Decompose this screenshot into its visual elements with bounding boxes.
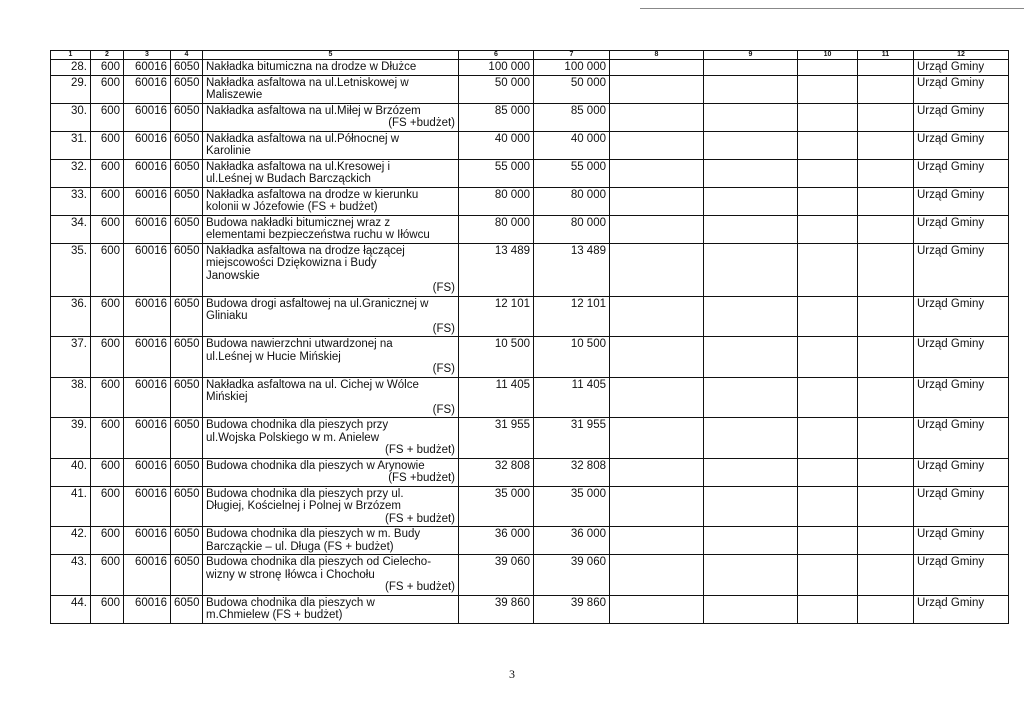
table-row xyxy=(51,103,1009,131)
rozdzial-cell: 60016 xyxy=(124,377,171,418)
dzial-cell: 600 xyxy=(91,243,124,296)
total-cost-cell: 50 000 xyxy=(459,75,534,103)
investment-table xyxy=(50,50,1009,624)
description-line: Nakładka asfaltowa na ul.Letniskowej w xyxy=(206,76,409,89)
empty-cell xyxy=(704,103,798,131)
empty-cell xyxy=(858,159,914,187)
column-number-row xyxy=(51,51,1009,60)
empty-cell xyxy=(610,418,704,459)
description-line: Budowa chodnika dla pieszych w m. Budy xyxy=(206,528,421,540)
task-description xyxy=(203,243,459,296)
funding-source-note: (FS) xyxy=(432,282,455,294)
rozdzial-cell: 60016 xyxy=(124,187,171,215)
empty-cell xyxy=(610,486,704,527)
empty-cell xyxy=(858,296,914,337)
total-cost-cell: 35 000 xyxy=(459,486,534,527)
table-row xyxy=(51,486,1009,527)
table-row xyxy=(51,527,1009,555)
task-description xyxy=(203,60,459,76)
empty-cell xyxy=(798,131,858,159)
rozdzial-cell: 60016 xyxy=(124,215,171,243)
expenditure-cell: 100 000 xyxy=(534,60,610,76)
description-line: Nakładka asfaltowa na ul.Kresowej i xyxy=(206,160,391,173)
empty-cell xyxy=(610,377,704,418)
dzial-cell: 600 xyxy=(91,458,124,486)
dzial-cell: 600 xyxy=(91,75,124,103)
row-number: 34. xyxy=(51,215,91,243)
empty-cell xyxy=(610,555,704,596)
empty-cell xyxy=(704,458,798,486)
description-line: ul.Leśnej w Hucie Mińskiej xyxy=(206,350,341,363)
description-line: Nakładka bitumiczna na drodze w Dłużce xyxy=(206,61,417,73)
total-cost-cell: 10 500 xyxy=(459,337,534,378)
dzial-cell: 600 xyxy=(91,555,124,596)
row-number: 32. xyxy=(51,159,91,187)
column-number: 6 xyxy=(459,51,534,60)
description-line: kolonii w Józefowie (FS + budżet) xyxy=(206,201,378,213)
total-cost-cell: 39 060 xyxy=(459,555,534,596)
funding-source-note: (FS + budżet) xyxy=(385,444,455,456)
description-line: Budowa chodnika dla pieszych w Arynowie xyxy=(206,459,425,472)
description-line: Budowa chodnika dla pieszych od Cielecho- xyxy=(206,556,432,568)
empty-cell xyxy=(610,296,704,337)
expenditure-cell: 85 000 xyxy=(534,103,610,131)
task-description xyxy=(203,103,459,131)
rozdzial-cell: 60016 xyxy=(124,60,171,76)
row-number: 44. xyxy=(51,595,91,623)
empty-cell xyxy=(704,75,798,103)
expenditure-cell: 32 808 xyxy=(534,458,610,486)
table-body xyxy=(51,60,1009,624)
top-rule xyxy=(640,8,1024,9)
dzial-cell: 600 xyxy=(91,131,124,159)
empty-cell xyxy=(704,243,798,296)
empty-cell xyxy=(798,486,858,527)
empty-cell xyxy=(798,418,858,459)
executing-unit-cell: Urząd Gminy xyxy=(914,296,1009,337)
empty-cell xyxy=(704,595,798,623)
paragraf-cell: 6050 xyxy=(171,555,203,596)
column-number: 4 xyxy=(171,51,203,60)
description-line: Budowa nawierzchni utwardzonej na xyxy=(206,338,393,350)
total-cost-cell: 31 955 xyxy=(459,418,534,459)
paragraf-cell: 6050 xyxy=(171,75,203,103)
description-line: Budowa chodnika dla pieszych w xyxy=(206,596,375,609)
rozdzial-cell: 60016 xyxy=(124,418,171,459)
description-line: Budowa chodnika dla pieszych przy xyxy=(206,419,389,431)
paragraf-cell: 6050 xyxy=(171,377,203,418)
table-row xyxy=(51,377,1009,418)
expenditure-cell: 55 000 xyxy=(534,159,610,187)
rozdzial-cell: 60016 xyxy=(124,337,171,378)
row-number: 42. xyxy=(51,527,91,555)
task-description xyxy=(203,377,459,418)
dzial-cell: 600 xyxy=(91,527,124,555)
empty-cell xyxy=(858,595,914,623)
empty-cell xyxy=(798,337,858,378)
description-line: m.Chmielew (FS + budżet) xyxy=(206,609,343,621)
description-line: Karolinie xyxy=(206,145,251,157)
column-number: 3 xyxy=(124,51,171,60)
paragraf-cell: 6050 xyxy=(171,458,203,486)
total-cost-cell: 80 000 xyxy=(459,187,534,215)
dzial-cell: 600 xyxy=(91,337,124,378)
paragraf-cell: 6050 xyxy=(171,243,203,296)
page-number: 3 xyxy=(509,667,515,681)
description-line: Nakładka asfaltowa na ul.Miłej w Brzózem xyxy=(206,104,421,117)
table-row xyxy=(51,296,1009,337)
table-row xyxy=(51,458,1009,486)
rozdzial-cell: 60016 xyxy=(124,555,171,596)
rozdzial-cell: 60016 xyxy=(124,75,171,103)
task-description xyxy=(203,595,459,623)
paragraf-cell: 6050 xyxy=(171,527,203,555)
empty-cell xyxy=(858,555,914,596)
description-line: miejscowości Dziękowizna i Budy xyxy=(206,257,377,269)
executing-unit-cell: Urząd Gminy xyxy=(914,527,1009,555)
column-number: 2 xyxy=(91,51,124,60)
expenditure-cell: 11 405 xyxy=(534,377,610,418)
paragraf-cell: 6050 xyxy=(171,595,203,623)
executing-unit-cell: Urząd Gminy xyxy=(914,75,1009,103)
dzial-cell: 600 xyxy=(91,60,124,76)
table-row xyxy=(51,75,1009,103)
empty-cell xyxy=(858,377,914,418)
task-description xyxy=(203,296,459,337)
column-number: 12 xyxy=(914,51,1009,60)
task-description xyxy=(203,527,459,555)
task-description xyxy=(203,337,459,378)
rozdzial-cell: 60016 xyxy=(124,595,171,623)
total-cost-cell: 11 405 xyxy=(459,377,534,418)
description-line: Długiej, Kościelnej i Polnej w Brzózem xyxy=(206,500,401,512)
empty-cell xyxy=(704,418,798,459)
funding-source-note: (FS +budżet) xyxy=(388,117,455,129)
expenditure-cell: 39 860 xyxy=(534,595,610,623)
row-number: 37. xyxy=(51,337,91,378)
table-row xyxy=(51,187,1009,215)
empty-cell xyxy=(610,131,704,159)
expenditure-cell: 80 000 xyxy=(534,215,610,243)
description-line: Gliniaku xyxy=(206,310,248,322)
dzial-cell: 600 xyxy=(91,215,124,243)
row-number: 33. xyxy=(51,187,91,215)
task-description xyxy=(203,486,459,527)
dzial-cell: 600 xyxy=(91,296,124,337)
table-row xyxy=(51,555,1009,596)
row-number: 30. xyxy=(51,103,91,131)
column-number: 1 xyxy=(51,51,91,60)
empty-cell xyxy=(704,215,798,243)
paragraf-cell: 6050 xyxy=(171,187,203,215)
empty-cell xyxy=(798,159,858,187)
rozdzial-cell: 60016 xyxy=(124,131,171,159)
empty-cell xyxy=(858,337,914,378)
executing-unit-cell: Urząd Gminy xyxy=(914,555,1009,596)
table-row xyxy=(51,595,1009,623)
paragraf-cell: 6050 xyxy=(171,131,203,159)
empty-cell xyxy=(798,215,858,243)
empty-cell xyxy=(610,595,704,623)
funding-source-note: (FS +budżet) xyxy=(388,472,455,484)
table-row xyxy=(51,215,1009,243)
executing-unit-cell: Urząd Gminy xyxy=(914,486,1009,527)
task-description xyxy=(203,418,459,459)
empty-cell xyxy=(610,458,704,486)
table-row xyxy=(51,418,1009,459)
task-description xyxy=(203,75,459,103)
executing-unit-cell: Urząd Gminy xyxy=(914,418,1009,459)
total-cost-cell: 32 808 xyxy=(459,458,534,486)
empty-cell xyxy=(610,187,704,215)
empty-cell xyxy=(858,103,914,131)
row-number: 40. xyxy=(51,458,91,486)
empty-cell xyxy=(704,527,798,555)
empty-cell xyxy=(858,187,914,215)
description-line: Maliszewie xyxy=(206,89,263,101)
executing-unit-cell: Urząd Gminy xyxy=(914,215,1009,243)
empty-cell xyxy=(798,60,858,76)
table-row xyxy=(51,60,1009,76)
dzial-cell: 600 xyxy=(91,159,124,187)
column-number: 9 xyxy=(704,51,798,60)
empty-cell xyxy=(858,60,914,76)
empty-cell xyxy=(610,243,704,296)
empty-cell xyxy=(798,187,858,215)
dzial-cell: 600 xyxy=(91,103,124,131)
rozdzial-cell: 60016 xyxy=(124,296,171,337)
empty-cell xyxy=(610,159,704,187)
description-line: Budowa chodnika dla pieszych przy ul. xyxy=(206,487,404,500)
total-cost-cell: 13 489 xyxy=(459,243,534,296)
description-line: Nakładka asfaltowa na ul. Cichej w Wólce xyxy=(206,378,419,391)
executing-unit-cell: Urząd Gminy xyxy=(914,131,1009,159)
description-line: ul.Leśnej w Budach Barcząckich xyxy=(206,173,371,185)
total-cost-cell: 80 000 xyxy=(459,215,534,243)
task-description xyxy=(203,555,459,596)
row-number: 41. xyxy=(51,486,91,527)
expenditure-cell: 13 489 xyxy=(534,243,610,296)
expenditure-cell: 10 500 xyxy=(534,337,610,378)
task-description xyxy=(203,159,459,187)
total-cost-cell: 100 000 xyxy=(459,60,534,76)
row-number: 35. xyxy=(51,243,91,296)
task-description xyxy=(203,458,459,486)
empty-cell xyxy=(704,187,798,215)
executing-unit-cell: Urząd Gminy xyxy=(914,243,1009,296)
table-row xyxy=(51,337,1009,378)
paragraf-cell: 6050 xyxy=(171,418,203,459)
empty-cell xyxy=(610,103,704,131)
row-number: 29. xyxy=(51,75,91,103)
paragraf-cell: 6050 xyxy=(171,337,203,378)
empty-cell xyxy=(610,527,704,555)
paragraf-cell: 6050 xyxy=(171,103,203,131)
total-cost-cell: 12 101 xyxy=(459,296,534,337)
paragraf-cell: 6050 xyxy=(171,159,203,187)
empty-cell xyxy=(798,243,858,296)
empty-cell xyxy=(798,595,858,623)
empty-cell xyxy=(704,159,798,187)
executing-unit-cell: Urząd Gminy xyxy=(914,377,1009,418)
expenditure-cell: 39 060 xyxy=(534,555,610,596)
empty-cell xyxy=(704,377,798,418)
empty-cell xyxy=(704,486,798,527)
funding-source-note: (FS) xyxy=(432,363,455,375)
executing-unit-cell: Urząd Gminy xyxy=(914,187,1009,215)
description-line: Nakładka asfaltowa na ul.Północnej w xyxy=(206,132,400,145)
rozdzial-cell: 60016 xyxy=(124,486,171,527)
column-number: 11 xyxy=(858,51,914,60)
empty-cell xyxy=(858,75,914,103)
empty-cell xyxy=(610,337,704,378)
row-number: 38. xyxy=(51,377,91,418)
empty-cell xyxy=(610,60,704,76)
description-line: Mińskiej xyxy=(206,391,248,403)
description-line: Budowa drogi asfaltowej na ul.Granicznej w xyxy=(206,297,429,310)
expenditure-cell: 12 101 xyxy=(534,296,610,337)
total-cost-cell: 40 000 xyxy=(459,131,534,159)
empty-cell xyxy=(704,337,798,378)
expenditure-cell: 80 000 xyxy=(534,187,610,215)
empty-cell xyxy=(798,75,858,103)
row-number: 31. xyxy=(51,131,91,159)
dzial-cell: 600 xyxy=(91,187,124,215)
rozdzial-cell: 60016 xyxy=(124,243,171,296)
funding-source-note: (FS + budżet) xyxy=(385,581,455,593)
row-number: 43. xyxy=(51,555,91,596)
empty-cell xyxy=(858,215,914,243)
description-line: Nakładka asfaltowa na drodze w kierunku xyxy=(206,188,419,201)
empty-cell xyxy=(704,555,798,596)
funding-source-note: (FS) xyxy=(432,322,455,335)
row-number: 39. xyxy=(51,418,91,459)
description-line: Nakładka asfaltowa na drodze łączącej xyxy=(206,244,405,257)
column-number: 8 xyxy=(610,51,704,60)
total-cost-cell: 39 860 xyxy=(459,595,534,623)
total-cost-cell: 36 000 xyxy=(459,527,534,555)
column-number: 10 xyxy=(798,51,858,60)
table-row xyxy=(51,159,1009,187)
expenditure-cell: 36 000 xyxy=(534,527,610,555)
row-number: 28. xyxy=(51,60,91,76)
executing-unit-cell: Urząd Gminy xyxy=(914,595,1009,623)
empty-cell xyxy=(798,377,858,418)
table-row xyxy=(51,243,1009,296)
description-line: ul.Wojska Polskiego w m. Anielew xyxy=(206,431,379,444)
empty-cell xyxy=(858,527,914,555)
expenditure-cell: 50 000 xyxy=(534,75,610,103)
executing-unit-cell: Urząd Gminy xyxy=(914,159,1009,187)
total-cost-cell: 85 000 xyxy=(459,103,534,131)
task-description xyxy=(203,131,459,159)
expenditure-cell: 35 000 xyxy=(534,486,610,527)
expenditure-cell: 40 000 xyxy=(534,131,610,159)
paragraf-cell: 6050 xyxy=(171,60,203,76)
column-number: 7 xyxy=(534,51,610,60)
dzial-cell: 600 xyxy=(91,377,124,418)
funding-source-note: (FS + budżet) xyxy=(385,512,455,525)
task-description xyxy=(203,215,459,243)
empty-cell xyxy=(798,103,858,131)
executing-unit-cell: Urząd Gminy xyxy=(914,60,1009,76)
row-number: 36. xyxy=(51,296,91,337)
table-row xyxy=(51,131,1009,159)
paragraf-cell: 6050 xyxy=(171,296,203,337)
dzial-cell: 600 xyxy=(91,595,124,623)
description-line: wizny w stronę Iłówca i Chochołu xyxy=(206,568,375,581)
dzial-cell: 600 xyxy=(91,418,124,459)
empty-cell xyxy=(704,296,798,337)
description-line: Budowa nakładki bitumicznej wraz z xyxy=(206,216,391,229)
executing-unit-cell: Urząd Gminy xyxy=(914,337,1009,378)
description-line: Janowskie xyxy=(206,269,260,282)
executing-unit-cell: Urząd Gminy xyxy=(914,103,1009,131)
empty-cell xyxy=(610,215,704,243)
rozdzial-cell: 60016 xyxy=(124,159,171,187)
rozdzial-cell: 60016 xyxy=(124,527,171,555)
empty-cell xyxy=(858,243,914,296)
empty-cell xyxy=(858,486,914,527)
dzial-cell: 600 xyxy=(91,486,124,527)
expenditure-cell: 31 955 xyxy=(534,418,610,459)
description-line: Barcząckie – ul. Długa (FS + budżet) xyxy=(206,540,394,553)
executing-unit-cell: Urząd Gminy xyxy=(914,458,1009,486)
task-description xyxy=(203,187,459,215)
paragraf-cell: 6050 xyxy=(171,215,203,243)
empty-cell xyxy=(858,418,914,459)
rozdzial-cell: 60016 xyxy=(124,103,171,131)
total-cost-cell: 55 000 xyxy=(459,159,534,187)
empty-cell xyxy=(798,296,858,337)
empty-cell xyxy=(798,555,858,596)
empty-cell xyxy=(704,131,798,159)
empty-cell xyxy=(704,60,798,76)
empty-cell xyxy=(798,458,858,486)
empty-cell xyxy=(610,75,704,103)
empty-cell xyxy=(798,527,858,555)
description-line: elementami bezpieczeństwa ruchu w Iłówcu xyxy=(206,229,430,241)
paragraf-cell: 6050 xyxy=(171,486,203,527)
empty-cell xyxy=(858,131,914,159)
rozdzial-cell: 60016 xyxy=(124,458,171,486)
empty-cell xyxy=(858,458,914,486)
column-number: 5 xyxy=(203,51,459,60)
funding-source-note: (FS) xyxy=(432,403,455,416)
